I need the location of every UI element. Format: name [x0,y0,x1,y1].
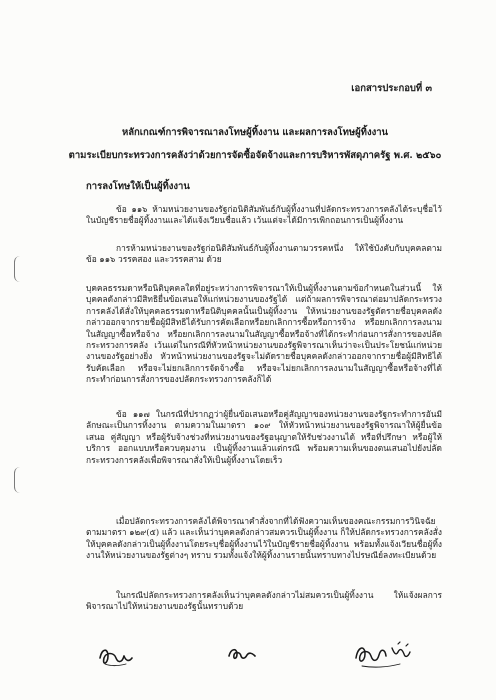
punch-hole-bottom [14,467,20,493]
handwritten-signature-middle [226,644,258,664]
paragraph-pending-consideration: บุคคลธรรมดาหรือนิติบุคคลใดที่อยู่ระหว่างการพิจารณาให้เป็นผู้ทิ้งงานตามข้อกำหนดในส่วนนี้ ให้บุคคลดังกล่าวมีสิทธิยื่นข้อเสนอให้แก่หน่วยงานของรัฐได้ แต่ถ้าผลการพิจารณาต่อมาปลัดกระทรวงการคลังได้สั่งให้บุคคลธรรมดาหรือนิติบุคคลนั้นเป็นผู้ทิ้งงาน ให้หน่วยงานของรัฐตัดรายชื่อบุคคลดังกล่าวออกจากรายชื่อผู้มีสิทธิได้รับการคัดเลือกหรือยกเลิกการซื้อหรือการจ้าง หรือยกเลิกการลงนามในสัญญาซื้อหรือจ้าง หรือยกเลิกการลงนามในสัญญาซื้อหรือจ้างที่ได้กระทำก่อนการสั่งการของปลัดกระทรวงการคลัง เว้นแต่ในกรณีที่หัวหน้าหน่วยงานของรัฐพิจารณาเห็นว่าจะเป็นประโยชน์แก่หน่วยงานของรัฐอย่างยิ่ง หัวหน้าหน่วยงานของรัฐจะไม่ตัดรายชื่อบุคคลดังกล่าวออกจากรายชื่อผู้มีสิทธิได้รับคัดเลือก หรือจะไม่ยกเลิกการจัดจ้างซื้อ หรือจะไม่ยกเลิกการลงนามในสัญญาซื้อหรือจ้างที่ได้กระทำก่อนการสั่งการของปลัดกระทรวงการคลังก็ได้ [86,283,442,385]
signature-row [0,640,496,680]
attachment-label: เอกสารประกอบที่ ๓ [351,83,432,94]
paragraph-not-abandoned: ในกรณีปลัดกระทรวงการคลังเห็นว่าบุคคลดังกล่าวไม่สมควรเป็นผู้ทิ้งงาน ให้แจ้งผลการพิจารณาไปให้หน่วยงานของรัฐนั้นทราบด้วย [86,590,442,612]
document-title-line1: หลักเกณฑ์การพิจารณาลงโทษผู้ทิ้งงาน และผลการลงโทษผู้ทิ้งงาน [121,127,389,138]
paragraph-ministry-order: เมื่อปลัดกระทรวงการคลังได้พิจารณาคำสั่งจากที่ได้ฟังความเห็นของคณะกรรมการวินิจฉัยตามมาตรา ๑๒๙(๕) แล้ว และเห็นว่าบุคคลดังกล่าวสมควรเป็นผู้ทิ้งงาน ก็ให้ปลัดกระทรวงการคลังสั่งให้บุคคลดังกล่าวเป็นผู้ทิ้งงานโดยระบุชื่อผู้ทิ้งงานไว้ในบัญชีรายชื่อผู้ทิ้งงาน พร้อมทั้งแจ้งเวียนชื่อผู้ทิ้งงานให้หน่วยงานของรัฐต่างๆ ทราบ รวมทั้งแจ้งให้ผู้ทิ้งงานรายนั้นทราบทางไปรษณีย์ลงทะเบียนด้วย [86,516,442,561]
paragraph-prohibition: การห้ามหน่วยงานของรัฐก่อนิติสัมพันธ์กับผู้ทิ้งงานตามวรรคหนึ่ง ให้ใช้บังคับกับบุคคลตามข้อ ๑๑๖ วรรคสอง และวรรคสาม ด้วย [86,243,442,265]
document-title-line2: ตามระเบียบกระทรวงการคลังว่าด้วยการจัดซื้อจัดจ้างและการบริหารพัสดุภาครัฐ พ.ศ. ๒๕๖๐ [68,150,442,161]
section-heading: การลงโทษให้เป็นผู้ทิ้งงาน [86,181,190,192]
handwritten-signature-right [352,640,414,672]
paragraph-clause-116: ข้อ ๑๑๖ ห้ามหน่วยงานของรัฐก่อนิติสัมพันธ์กับผู้ทิ้งงานที่ปลัดกระทรวงการคลังได้ระบุชื่อไว้ในบัญชีรายชื่อผู้ทิ้งงานและได้แจ้งเวียนชื่อแล้ว เว้นแต่จะได้มีการเพิกถอนการเป็นผู้ทิ้งงาน [86,204,442,226]
handwritten-signature-left [96,644,136,670]
punch-hole-top [14,256,20,282]
paragraph-clause-117: ข้อ ๑๑๗ ในกรณีที่ปรากฏว่าผู้ยื่นข้อเสนอหรือคู่สัญญาของหน่วยงานของรัฐกระทำการอันมีลักษณะเป็นการทิ้งงาน ตามความในมาตรา ๑๐๙ ให้หัวหน้าหน่วยงานของรัฐพิจารณาให้ผู้ยื่นข้อเสนอ คู่สัญญา หรือผู้รับจ้างช่วงที่หน่วยงานของรัฐอนุญาตให้รับช่วงงานได้ หรือที่ปรึกษา หรือผู้ให้บริการ ออกแบบหรือควบคุมงาน เป็นผู้ทิ้งงานแล้วแต่กรณี พร้อมความเห็นของตนเสนอไปยังปลัดกระทรวงการคลังเพื่อพิจารณาสั่งให้เป็นผู้ทิ้งงานโดยเร็ว [86,409,442,465]
